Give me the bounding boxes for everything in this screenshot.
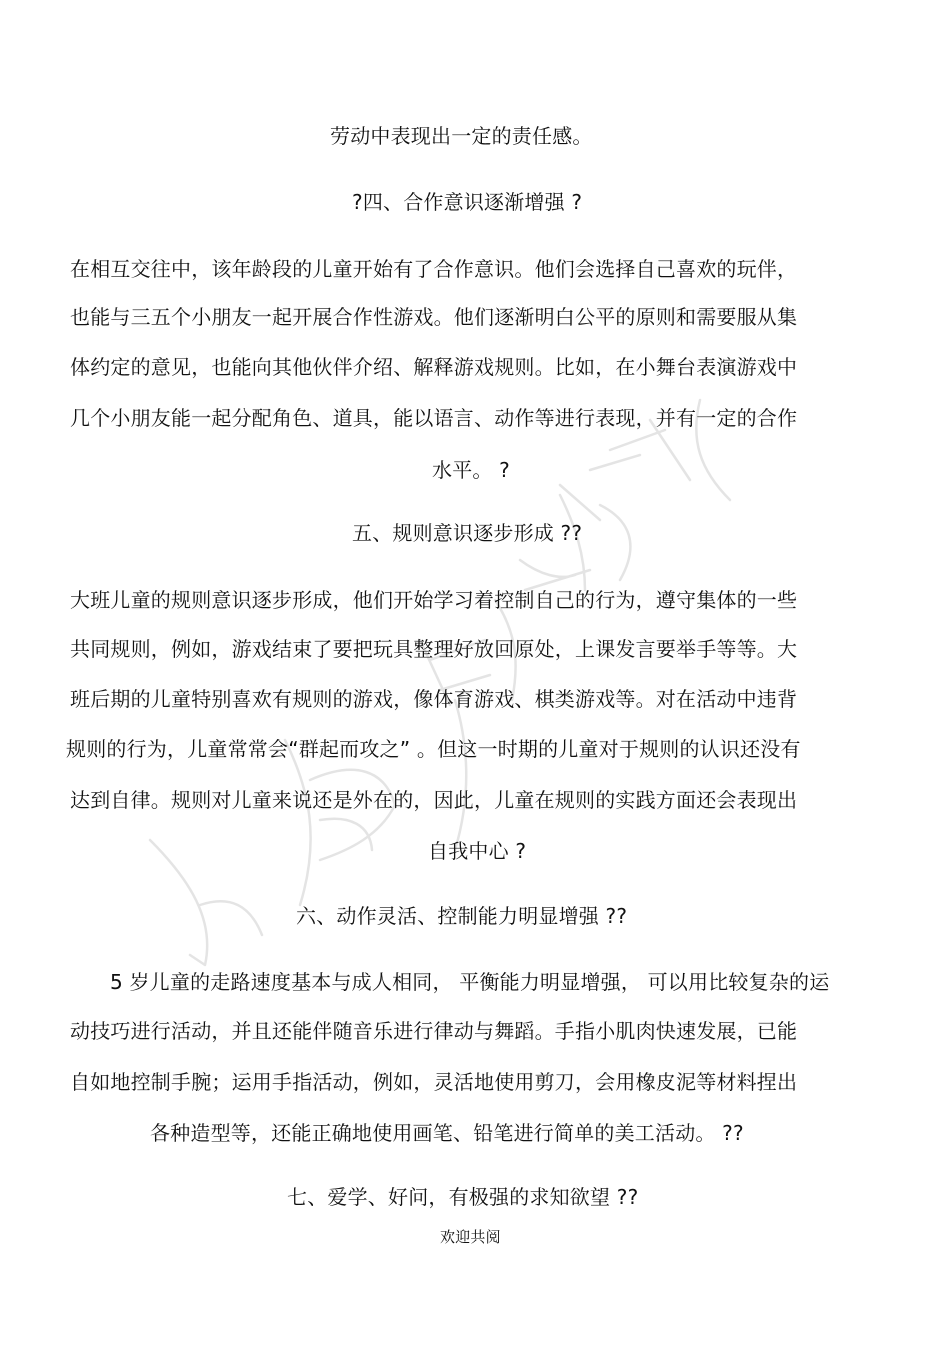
- paragraph-line: 共同规则，例如，游戏结束了要把玩具整理好放回原处，上课发言要举手等等。大: [70, 637, 798, 661]
- paragraph-line: 也能与三五个小朋友一起开展合作性游戏。他们逐渐明白公平的原则和需要服从集: [70, 305, 798, 329]
- paragraph-line: 5 岁儿童的走路速度基本与成人相同， 平衡能力明显增强， 可以用比较复杂的运: [110, 970, 830, 994]
- paragraph-line: 动技巧进行活动，并且还能伴随音乐进行律动与舞蹈。手指小肌肉快速发展，已能: [70, 1019, 798, 1043]
- paragraph-line: 达到自律。规则对儿童来说还是外在的，因此，儿童在规则的实践方面还会表现出: [70, 788, 798, 812]
- section-heading-4: ?四、合作意识逐渐增强 ?: [352, 190, 583, 214]
- text-line-1: 劳动中表现出一定的责任感。: [330, 124, 593, 148]
- paragraph-line: 几个小朋友能一起分配角色、道具，能以语言、动作等进行表现，并有一定的合作: [70, 406, 798, 430]
- paragraph-line: 大班儿童的规则意识逐步形成，他们开始学习着控制自己的行为，遵守集体的一些: [70, 588, 798, 612]
- paragraph-line: 各种造型等，还能正确地使用画笔、铅笔进行简单的美工活动。 ??: [150, 1121, 744, 1145]
- paragraph-line: 班后期的儿童特别喜欢有规则的游戏，像体育游戏、棋类游戏等。对在活动中违背: [70, 687, 798, 711]
- paragraph-line: 自我中心 ?: [428, 839, 527, 863]
- paragraph-line: 自如地控制手腕；运用手指活动，例如，灵活地使用剪刀，会用橡皮泥等材料捏出: [70, 1070, 798, 1094]
- paragraph-line: 水平。 ?: [432, 458, 510, 482]
- page-footer: 欢迎共阅: [440, 1228, 501, 1246]
- section-heading-6: 六、动作灵活、控制能力明显增强 ??: [296, 904, 628, 928]
- section-heading-5: 五、规则意识逐步形成 ??: [352, 521, 583, 545]
- paragraph-line: 体约定的意见，也能向其他伙伴介绍、解释游戏规则。比如，在小舞台表演游戏中: [70, 355, 798, 379]
- paragraph-line: 在相互交往中，该年龄段的儿童开始有了合作意识。他们会选择自己喜欢的玩伴，: [70, 257, 798, 281]
- paragraph-line: 规则的行为，儿童常常会“群起而攻之” 。但这一时期的儿童对于规则的认识还没有: [66, 737, 801, 761]
- section-heading-7: 七、爱学、好问，有极强的求知欲望 ??: [287, 1185, 639, 1209]
